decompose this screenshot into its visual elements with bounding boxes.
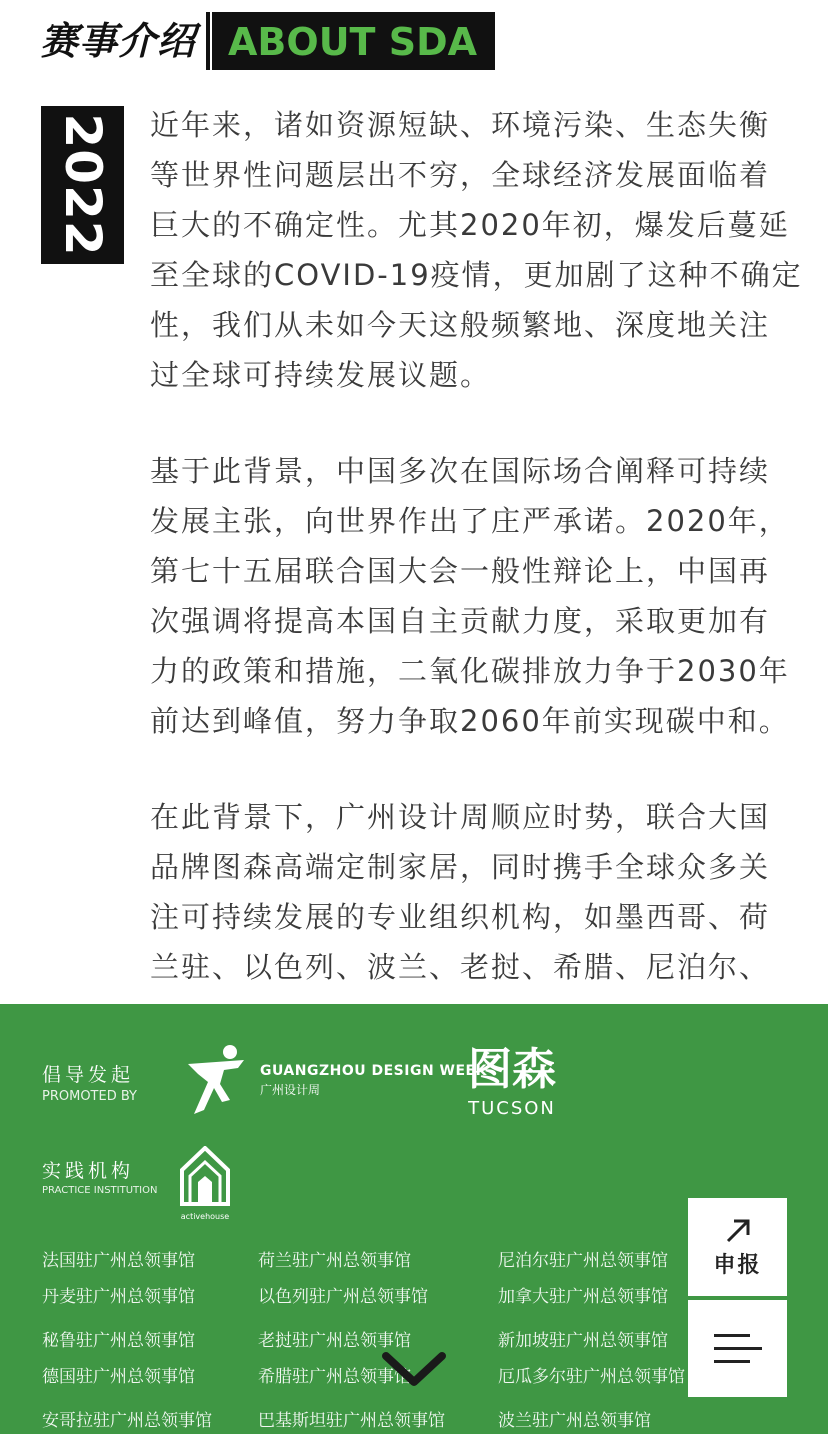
text-line: 性，我们从未如今天这般频繁地、深度地关注	[150, 308, 771, 342]
text-line: 次强调将提高本国自主贡献力度，采取更加有	[150, 604, 771, 638]
activehouse-label: activehouse	[180, 1212, 230, 1221]
gdw-name-cn: 广州设计周	[260, 1082, 321, 1097]
tucson-name-cn: 图森	[468, 1044, 556, 1095]
promoted-by-cn: 倡导发起	[42, 1064, 135, 1086]
consulate-name: 巴基斯坦驻广州总领事馆	[258, 1410, 445, 1431]
consulate-name: 丹麦驻广州总领事馆	[42, 1286, 195, 1307]
text-line: 第七十五届联合国大会一般性辩论上，中国再	[150, 554, 771, 588]
practice-institution-label	[42, 1156, 157, 1196]
gdw-figure-icon	[186, 1044, 250, 1116]
consulate-name: 秘鲁驻广州总领事馆	[42, 1330, 195, 1351]
text-line: 前达到峰值，努力争取2060年前实现碳中和。	[150, 704, 790, 738]
year-badge	[41, 106, 124, 264]
text-line: 力的政策和措施，二氧化碳排放力争于2030年	[150, 654, 790, 688]
menu-button[interactable]	[688, 1300, 787, 1397]
consulate-row	[42, 1276, 742, 1312]
promoted-by-label	[42, 1060, 137, 1104]
consulate-name: 厄瓜多尔驻广州总领事馆	[498, 1366, 685, 1387]
consulate-name: 安哥拉驻广州总领事馆	[42, 1410, 212, 1431]
consulate-name: 德国驻广州总领事馆	[42, 1366, 195, 1387]
tucson-name-en: TUCSON	[468, 1098, 556, 1119]
consulate-name: 希腊驻广州总领事馆	[258, 1366, 411, 1387]
consulate-name: 新加坡驻广州总领事馆	[498, 1330, 668, 1351]
apply-button[interactable]	[688, 1198, 787, 1296]
practice-institution-cn: 实践机构	[42, 1160, 135, 1182]
text-line: 巨大的不确定性。尤其2020年初，爆发后蔓延	[150, 208, 790, 242]
house-icon	[180, 1146, 230, 1206]
arrow-up-right-icon	[723, 1216, 753, 1246]
year-label: 2022	[53, 113, 112, 257]
consulate-name: 老挝驻广州总领事馆	[258, 1330, 411, 1351]
paragraph-3	[150, 792, 790, 992]
practice-institution-en: PRACTICE INSTITUTION	[42, 1185, 158, 1196]
paragraph-2	[150, 446, 790, 746]
scroll-down-button[interactable]	[382, 1350, 446, 1394]
tucson-logo	[468, 1046, 556, 1119]
gdw-name-en: GUANGZHOU DESIGN WEEK	[260, 1062, 487, 1079]
consulate-name: 法国驻广州总领事馆	[42, 1250, 195, 1271]
intro-article	[150, 100, 803, 1038]
apply-button-label: 申报	[713, 1252, 762, 1278]
text-line: 基于此背景，中国多次在国际场合阐释可持续	[150, 454, 771, 488]
consulate-group	[42, 1400, 742, 1436]
consulate-name: 荷兰驻广州总领事馆	[258, 1250, 411, 1271]
consulate-group	[42, 1240, 742, 1312]
paragraph-1	[150, 100, 803, 400]
text-line: 注可持续发展的专业组织机构，如墨西哥、荷	[150, 900, 771, 934]
consulate-name: 波兰驻广州总领事馆	[498, 1410, 651, 1431]
activehouse-logo	[180, 1146, 230, 1221]
section-title-cn: 赛事介绍	[40, 19, 197, 63]
consulate-list	[42, 1240, 742, 1444]
consulate-name: 以色列驻广州总领事馆	[258, 1286, 428, 1307]
consulate-row	[42, 1400, 742, 1436]
text-line: 至全球的COVID-19疫情，更加剧了这种不确定	[150, 258, 803, 292]
text-line: 品牌图森高端定制家居，同时携手全球众多关	[150, 850, 771, 884]
text-line: 等世界性问题层出不穷，全球经济发展面临着	[150, 158, 771, 192]
consulate-row	[42, 1240, 742, 1276]
text-line: 过全球可持续发展议题。	[150, 358, 492, 392]
text-line: 在此背景下，广州设计周顺应时势，联合大国	[150, 800, 771, 834]
text-line: 发展主张，向世界作出了庄严承诺。2020年，	[150, 504, 790, 538]
text-line: 近年来，诸如资源短缺、环境污染、生态失衡	[150, 108, 771, 142]
chevron-down-icon	[382, 1350, 446, 1390]
consulate-name: 加拿大驻广州总领事馆	[498, 1286, 668, 1307]
gdw-logo	[186, 1044, 487, 1116]
section-title-en: ABOUT SDA	[212, 12, 495, 70]
consulate-name: 尼泊尔驻广州总领事馆	[498, 1250, 668, 1271]
promoted-by-en: PROMOTED BY	[42, 1089, 137, 1104]
section-header	[40, 12, 495, 70]
menu-icon	[712, 1331, 764, 1367]
text-line: 兰驻、以色列、波兰、老挝、希腊、尼泊尔、	[150, 950, 771, 984]
